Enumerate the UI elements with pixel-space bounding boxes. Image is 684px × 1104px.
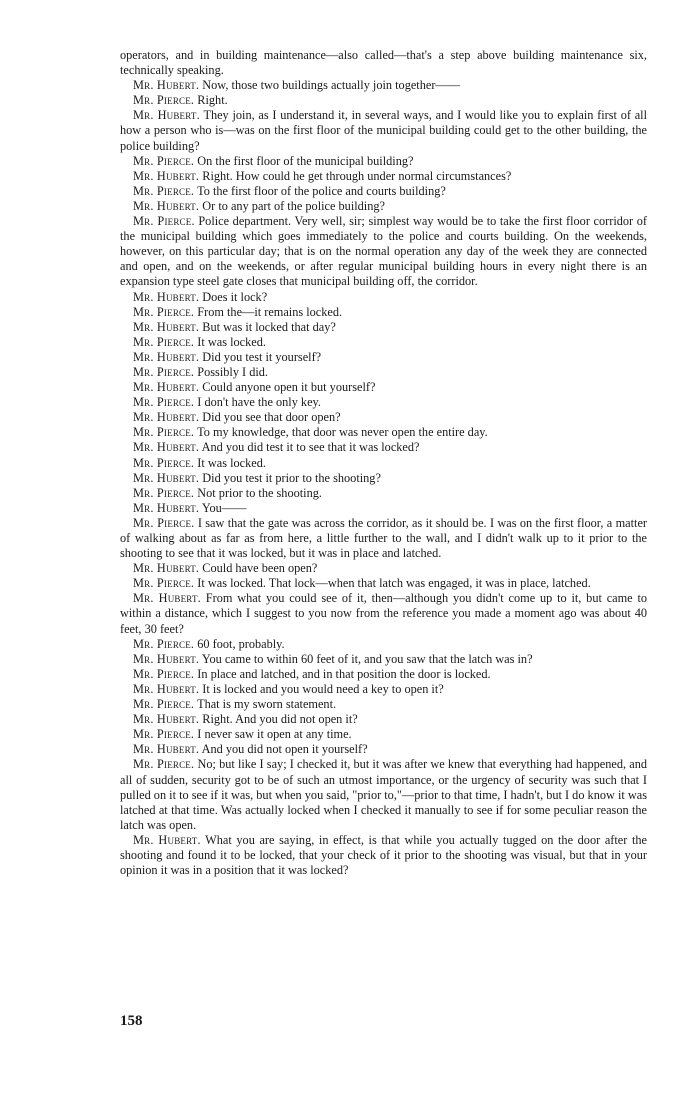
- speaker-label: Mr. Hubert.: [133, 440, 200, 455]
- speaker-label: Mr. Hubert.: [133, 168, 200, 183]
- paragraph-text: You——: [201, 500, 247, 515]
- paragraph-text: Could anyone open it but yourself?: [202, 380, 376, 395]
- paragraph: [120, 199, 647, 214]
- paragraph: [120, 742, 647, 757]
- speaker-label: Mr. Pierce.: [133, 334, 195, 349]
- paragraph-text: Now, those two buildings actually join together——: [202, 78, 461, 93]
- paragraph-text: And you did test it to see that it was locked?: [201, 440, 420, 455]
- speaker-label: Mr. Pierce.: [133, 93, 195, 108]
- speaker-label: Mr. Pierce.: [133, 183, 195, 198]
- speaker-label: Mr. Pierce.: [133, 666, 195, 681]
- speaker-label: Mr. Pierce.: [133, 727, 195, 742]
- speaker-label: Mr. Hubert.: [133, 651, 200, 666]
- paragraph: [120, 78, 647, 93]
- paragraph-text: I never saw it open at any time.: [197, 727, 352, 742]
- paragraph: [120, 108, 647, 153]
- paragraph: [120, 697, 647, 712]
- speaker-label: Mr. Pierce.: [133, 304, 195, 319]
- paragraph: [120, 154, 647, 169]
- paragraph-text: Did you test it prior to the shooting?: [202, 470, 381, 485]
- paragraph: [120, 637, 647, 652]
- paragraph: [120, 380, 647, 395]
- paragraph-text: It was locked.: [197, 334, 266, 349]
- paragraph: [120, 486, 647, 501]
- paragraph: [120, 501, 647, 516]
- paragraph: [120, 667, 647, 682]
- speaker-label: Mr. Hubert.: [133, 198, 200, 213]
- paragraph: [120, 184, 647, 199]
- paragraph: [120, 833, 647, 878]
- speaker-label: Mr. Pierce.: [133, 364, 195, 379]
- paragraph-text: Could have been open?: [202, 561, 318, 576]
- speaker-label: Mr. Pierce.: [133, 697, 195, 712]
- paragraph: [120, 757, 647, 832]
- speaker-label: Mr. Hubert.: [133, 289, 200, 304]
- paragraph-text: You came to within 60 feet of it, and you saw that the latch was in?: [201, 651, 533, 666]
- paragraph-text: To my knowledge, that door was never open the entire day.: [197, 425, 488, 440]
- paragraph-text: Or to any part of the police building?: [202, 198, 385, 213]
- paragraph-text: But was it locked that day?: [202, 319, 336, 334]
- speaker-label: Mr. Hubert.: [133, 380, 200, 395]
- speaker-label: Mr. Hubert.: [133, 78, 200, 93]
- paragraph-text: To the first floor of the police and courts building?: [197, 183, 446, 198]
- paragraph-text: That is my sworn statement.: [197, 697, 337, 712]
- speaker-label: Mr. Pierce.: [133, 455, 195, 470]
- paragraph: [120, 471, 647, 486]
- paragraph-text: operators, and in building maintenance—also called—that's a step above building maintenance six, technically speaking.: [120, 48, 647, 78]
- paragraph-text: Not prior to the shooting.: [197, 485, 322, 500]
- paragraph-text: I don't have the only key.: [197, 395, 321, 410]
- speaker-label: Mr. Hubert.: [133, 591, 201, 606]
- paragraph-text: From what you could see of it, then—although you didn't come up to it, but came to within a distance, which I suggest to you now from the reference you made a moment ago was about 40 feet, 30 feet?: [120, 591, 648, 636]
- transcript-body: [120, 48, 647, 878]
- paragraph-text: No; but like I say; I checked it, but it was after we knew that everything had happened, and all of sudden, security got to be of such an utmost importance, or the urgency of security was such that I pulled on it to see if it was, but when you said, "prior to,"—prior to that time, I hadn't, but I do know it was latched at that time. Was actually locked when I checked it manually to see if for some peculiar reason the latch was open.: [120, 757, 648, 832]
- paragraph-text: Does it lock?: [202, 289, 268, 304]
- paragraph-text: In place and latched, and in that position the door is locked.: [197, 666, 491, 681]
- speaker-label: Mr. Pierce.: [133, 636, 195, 651]
- speaker-label: Mr. Hubert.: [133, 319, 200, 334]
- speaker-label: Mr. Hubert.: [133, 410, 200, 425]
- paragraph: [120, 682, 647, 697]
- speaker-label: Mr. Hubert.: [133, 832, 201, 847]
- paragraph: [120, 305, 647, 320]
- speaker-label: Mr. Pierce.: [133, 757, 195, 772]
- paragraph-text: It was locked. That lock—when that latch was engaged, it was in place, latched.: [197, 576, 591, 591]
- speaker-label: Mr. Pierce.: [133, 425, 195, 440]
- paragraph-text: Right. And you did not open it?: [202, 712, 358, 727]
- paragraph-text: On the first floor of the municipal building?: [197, 153, 414, 168]
- paragraph: [120, 561, 647, 576]
- paragraph-text: Police department. Very well, sir; simplest way would be to take the first floor corridor of the municipal building which goes immediately to the police and courts building. On the weekends, however, on this particular day; that is on the normal operation any day of the week they are connected and open, and on the weekends, or after regular municipal building hours in every night there is an expansion type steel gate closes that municipal building off, the corridor.: [120, 214, 647, 289]
- paragraph: [120, 591, 647, 636]
- speaker-label: Mr. Pierce.: [133, 515, 195, 530]
- speaker-label: Mr. Hubert.: [133, 500, 200, 515]
- paragraph: [120, 214, 647, 289]
- paragraph: [120, 48, 647, 78]
- paragraph-text: Right.: [197, 93, 228, 108]
- paragraph: [120, 335, 647, 350]
- paragraph-text: 60 foot, probably.: [197, 636, 285, 651]
- speaker-label: Mr. Hubert.: [133, 349, 200, 364]
- paragraph: [120, 93, 647, 108]
- speaker-label: Mr. Pierce.: [133, 485, 195, 500]
- paragraph: [120, 456, 647, 471]
- paragraph-text: From the—it remains locked.: [197, 304, 343, 319]
- paragraph-text: Did you see that door open?: [202, 410, 341, 425]
- speaker-label: Mr. Hubert.: [133, 108, 200, 123]
- paragraph: [120, 410, 647, 425]
- paragraph: [120, 365, 647, 380]
- paragraph: [120, 320, 647, 335]
- paragraph-text: Did you test it yourself?: [202, 349, 322, 364]
- page-number: 158: [120, 1013, 143, 1029]
- paragraph-text: What you are saying, in effect, is that while you actually tugged on the door after the shooting and found it to be locked, that your check of it prior to the shooting was visual, but that in your opinion it was in a position that it was locked?: [120, 832, 647, 878]
- paragraph-text: Possibly I did.: [197, 364, 269, 379]
- paragraph: [120, 727, 647, 742]
- speaker-label: Mr. Pierce.: [133, 214, 195, 229]
- speaker-label: Mr. Pierce.: [133, 153, 195, 168]
- paragraph: [120, 290, 647, 305]
- speaker-label: Mr. Hubert.: [133, 470, 200, 485]
- speaker-label: Mr. Hubert.: [133, 742, 200, 757]
- paragraph-text: I saw that the gate was across the corridor, as it should be. I was on the first floor, a matter of walking about as far as from here, a little further to the wall, and I didn't walk up to it prior to the shooting to see that it was locked, but it was in place and latched.: [120, 515, 648, 561]
- paragraph-text: It is locked and you would need a key to open it?: [202, 681, 444, 696]
- paragraph: [120, 652, 647, 667]
- paragraph: [120, 440, 647, 455]
- paragraph: [120, 425, 647, 440]
- speaker-label: Mr. Hubert.: [133, 712, 200, 727]
- speaker-label: Mr. Hubert.: [133, 561, 200, 576]
- paragraph-text: It was locked.: [197, 455, 266, 470]
- paragraph: [120, 350, 647, 365]
- speaker-label: Mr. Hubert.: [133, 681, 200, 696]
- paragraph: [120, 516, 647, 561]
- paragraph-text: And you did not open it yourself?: [201, 742, 368, 757]
- paragraph: [120, 576, 647, 591]
- paragraph-text: They join, as I understand it, in several ways, and I would like you to explain first of all how a person who is—was on the first floor of the municipal building could get to the other building, the police building?: [120, 108, 648, 153]
- paragraph: [120, 169, 647, 184]
- speaker-label: Mr. Pierce.: [133, 576, 195, 591]
- paragraph: [120, 712, 647, 727]
- speaker-label: Mr. Pierce.: [133, 395, 195, 410]
- paragraph-text: Right. How could he get through under normal circumstances?: [202, 168, 512, 183]
- paragraph: [120, 395, 647, 410]
